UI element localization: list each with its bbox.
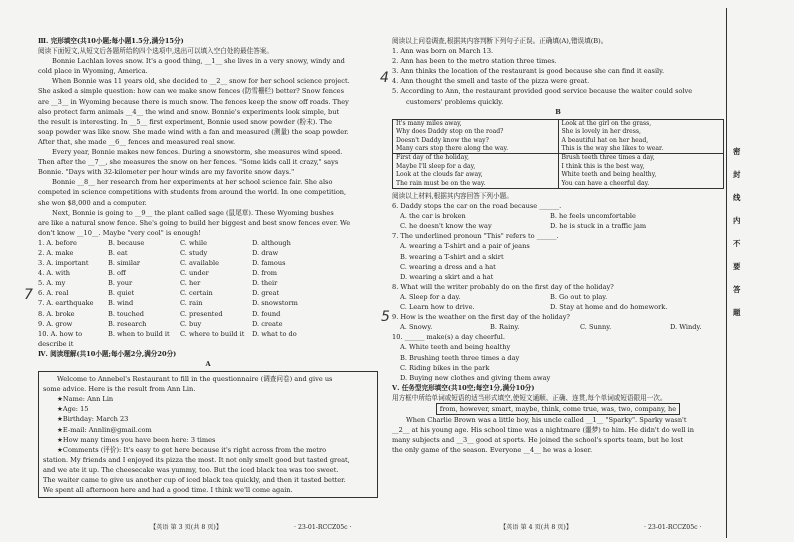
option[interactable]: C. Sunny. xyxy=(580,323,612,332)
binding-margin-text: 密 封 线 内 不 要 答 题 xyxy=(733,147,741,317)
option[interactable]: D. great xyxy=(252,289,280,298)
question-9: 9. How is the weather on the first day of the holiday? xyxy=(392,313,570,322)
option-row xyxy=(38,288,378,298)
option[interactable]: C. Learn how to drive. xyxy=(400,303,475,312)
poem-row xyxy=(393,154,724,189)
option[interactable]: C. under xyxy=(180,269,209,278)
right-column xyxy=(392,36,724,455)
left-column xyxy=(38,36,378,500)
question-7: 7. The underlined pronoun "This" refers to ______. xyxy=(392,232,559,241)
option[interactable]: B. eat xyxy=(108,248,128,257)
option[interactable]: B. research xyxy=(108,319,147,328)
passage-line: She asked a simple question: how can we make snow fences (防雪栅栏) better? Snow fences xyxy=(38,87,344,96)
q6-options xyxy=(392,221,724,231)
option-row xyxy=(38,258,378,268)
page-footer-right: 【英语 第 4 页(共 8 页)】 · 23-01-RCCZ05c · xyxy=(500,524,702,531)
questionnaire-box xyxy=(38,371,378,498)
option[interactable]: 2. A. make xyxy=(38,248,74,257)
question-6: 6. Daddy stops the car on the road because ______. xyxy=(392,202,562,211)
option[interactable]: D. famous xyxy=(252,259,286,268)
option-row xyxy=(38,278,378,288)
q6-options xyxy=(392,211,724,221)
option[interactable]: C. he doesn't know the way xyxy=(400,222,492,231)
passage-line: cold place in Wyoming, America. xyxy=(38,67,148,76)
handwritten-mark: 5 xyxy=(381,309,390,325)
option[interactable]: C. where to build it xyxy=(180,329,245,338)
option[interactable]: D. from xyxy=(252,269,278,278)
option[interactable]: A. Snowy. xyxy=(400,323,433,332)
option[interactable]: D. create xyxy=(252,319,283,328)
option[interactable]: C. rain xyxy=(180,299,203,308)
b-instructions: 阅读以上材料,根据其内容回答下列小题。 xyxy=(392,192,513,200)
passage-line: the result is interesting. In __5__ first experiment, Bonnie used snow powder (粉末). The xyxy=(38,117,333,126)
poem-table xyxy=(392,119,724,189)
option-row xyxy=(38,329,378,349)
option[interactable]: 3. A. important xyxy=(38,259,89,268)
binding-line xyxy=(726,8,727,538)
passage-line: Bonnie Lachlan loves snow. It's a good thing, __1__ she lives in a very snowy, windy and xyxy=(52,57,345,66)
handwritten-mark: 4 xyxy=(380,70,389,86)
box-line: ★Age: 15 xyxy=(57,405,89,414)
passage-line: When Charlie Brown was a little boy, his uncle called __1__ "Sparky". Sparky wasn't xyxy=(406,416,687,425)
passage-a-label: A xyxy=(205,360,211,368)
option-row xyxy=(38,238,378,248)
option[interactable]: C. certain xyxy=(180,289,213,298)
q8-options xyxy=(392,302,724,312)
passage-line: __2__ at his young age. His school time was a nightmare (噩梦) to him. He didn't do well in xyxy=(392,426,694,435)
option[interactable]: A. White teeth and being healthy xyxy=(400,343,511,352)
option[interactable]: D. their xyxy=(252,279,278,288)
option[interactable]: D. Buying new clothes and giving them away xyxy=(400,373,551,382)
section3-instructions: 阅读下面短文,从短文后各题所给的四个选项中,选出可以填入空白处的最佳答案。 xyxy=(38,47,273,56)
option[interactable]: C. wearing a dress and a hat xyxy=(400,262,496,271)
option[interactable]: D. what to do xyxy=(252,329,297,338)
passage-line: Then after the __7__, she measures the snow on her fences. "Some kids call it crazy," says xyxy=(38,158,339,167)
section3-title: Ⅲ. 完形填空(共10小题;每小题1.5分,满分15分) xyxy=(38,37,184,45)
passage-line: don't know __10__. Maybe "very cool" is enough! xyxy=(38,228,201,237)
option[interactable]: 1. A. before xyxy=(38,238,77,247)
box-line: ★Comments (评价): It's easy to get here because it's right across from the metro xyxy=(57,445,327,454)
passage-line: Bonnie __8__ her research from her experiments at her school science fair. She also xyxy=(52,178,333,187)
option[interactable]: A. Sleep for a day. xyxy=(400,292,461,301)
option[interactable]: C. while xyxy=(180,238,208,247)
option[interactable]: 9. A. grow xyxy=(38,319,73,328)
option-row xyxy=(38,268,378,278)
option[interactable]: 8. A. broke xyxy=(38,309,75,318)
section5-title: Ⅴ. 任务型完形填空(共10空;每空1分,满分10分) xyxy=(392,383,535,392)
cloze-passage xyxy=(38,56,378,238)
cloze-options xyxy=(38,238,378,349)
passage-line: soap powder was like snow. She made wind with a fan and measured (测量) the soap powder. xyxy=(38,127,349,136)
passage-line: also protect farm animals __4__ the wind and snow. Bonnie's experiments look simple, but xyxy=(38,107,340,116)
passage-line: are __3__ in Wyoming because there is much snow. The fences keep the snow off roads. They xyxy=(38,97,349,106)
option[interactable]: D. Stay at home and do homework. xyxy=(550,303,668,312)
passage-line: When Bonnie was 11 years old, she decided to __2__ snow for her school science project. xyxy=(52,77,350,86)
option[interactable]: D. draw xyxy=(252,248,279,257)
poem-cell: Look at the girl on the grass, She is lovely in her dress, A beautiful hat on her head, This is the way she likes to wear. xyxy=(558,119,724,154)
box-line: ★How many times you have been here: 3 times xyxy=(57,435,216,444)
option[interactable]: B. quiet xyxy=(108,289,135,298)
option[interactable]: B. Brushing teeth three times a day xyxy=(400,353,520,362)
passage-line: the only game of the season. Everyone __4__ he was a loser. xyxy=(392,446,593,455)
option[interactable]: D. although xyxy=(252,238,291,247)
option-row xyxy=(38,309,378,319)
tf-question-cont: customers' problems quickly. xyxy=(406,97,504,106)
option[interactable]: B. off xyxy=(108,269,126,278)
option[interactable]: B. when to build it xyxy=(108,329,170,338)
q9-options xyxy=(392,322,724,332)
passage-line: she won $8,000 and a computer. xyxy=(38,198,147,207)
poem-row xyxy=(393,119,724,154)
passage-line: Bonnie. "Days with 32-kilometer per hour winds are my favorite snow days." xyxy=(38,168,295,177)
poem-cell: Brush teeth three times a day, I think this is the best way, White teeth and being healthy, You can have a cheerful day. xyxy=(558,154,724,189)
question-10: 10. ______ make(s) a day cheerful. xyxy=(392,333,505,342)
box-line: ★Name: Ann Lin xyxy=(57,395,114,404)
option[interactable]: D. found xyxy=(252,309,281,318)
passage-b-label: B xyxy=(555,107,561,116)
option-row xyxy=(38,298,378,308)
option[interactable]: C. buy xyxy=(180,319,202,328)
option-row xyxy=(38,248,378,258)
option[interactable]: 4. A. with xyxy=(38,269,70,278)
poem-cell: First day of the holiday, Maybe I'll sleep for a day, Look at the clouds far away, The rain must be on the way. xyxy=(393,154,559,189)
option[interactable]: 5. A. my xyxy=(38,279,66,288)
option[interactable]: 10. A. how to describe it xyxy=(38,329,83,348)
passage-line: are like a natural snow fence. She's going to build her biggest and best snow fences ever. We xyxy=(38,218,351,227)
option[interactable]: B. similar xyxy=(108,259,141,268)
option[interactable]: B. wind xyxy=(108,299,134,308)
option[interactable]: 6. A. real xyxy=(38,289,69,298)
tf-question: 5. According to Ann, the restaurant provided good service because the waiter could solve xyxy=(392,87,693,96)
passage-line: Next, Bonnie is going to __9__ the plant called sage (鼠尾草). These Wyoming bushes xyxy=(52,208,334,217)
option-row xyxy=(38,319,378,329)
word-box: from, however, smart, maybe, think, come true, was, two, company, he xyxy=(436,403,680,415)
question-8: 8. What will the writer probably do on the first day of the holiday? xyxy=(392,282,614,291)
passage-line: many subjects and __3__ good at sports. He joined the school's sports team, but he lost xyxy=(392,436,684,445)
passage-line: After that, she made __6__ fences and measured real snow. xyxy=(38,137,236,146)
option[interactable]: C. available xyxy=(180,259,219,268)
passage-line: Every year, Bonnie makes new fences. During a snowstorm, she measures wind speed. xyxy=(52,148,343,157)
box-line: Welcome to Annebel's Restaurant to fill in the questionnaire (调查问卷) and give us xyxy=(57,375,333,384)
option[interactable]: A. the car is broken xyxy=(400,212,466,221)
box-line: ★E-mail: Annlin@gmail.com xyxy=(57,425,152,434)
box-line: station. My friends and I enjoyed its pizza the most. It not only smelt good but tasted great, xyxy=(43,455,350,464)
option[interactable]: C. Riding bikes in the park xyxy=(400,363,490,372)
tf-question: 3. Ann thinks the location of the restaurant is good because she can find it easily. xyxy=(392,67,665,76)
q8-options xyxy=(392,292,724,302)
tf-question: 4. Ann thought the smell and taste of the pizza were great. xyxy=(392,77,590,86)
tf-question: 2. Ann has been to the metro station three times. xyxy=(392,57,557,66)
option[interactable]: B. wearing a T-shirt and a skirt xyxy=(400,252,504,261)
option[interactable]: D. wearing a skirt and a hat xyxy=(400,272,494,281)
box-line: some advice. Here is the result from Ann Lin. xyxy=(43,385,196,394)
section4-title: Ⅳ. 阅读理解(共10小题;每小题2分,满分20分) xyxy=(38,349,177,358)
option[interactable]: C. presented xyxy=(180,309,223,318)
option[interactable]: B. Go out to play. xyxy=(550,292,608,301)
option[interactable]: A. wearing a T-shirt and a pair of jeans xyxy=(400,242,530,251)
option[interactable]: B. Rainy. xyxy=(490,323,520,332)
passage-line: competed in science competitions with students from around the world. In one competition, xyxy=(38,188,347,197)
section5-instructions: 用方框中所给单词或短语的适当形式填空,使短文通顺、正确、连贯,每个单词或短语限用一次。 xyxy=(392,393,667,402)
option[interactable]: C. her xyxy=(180,279,201,288)
option[interactable]: B. your xyxy=(108,279,133,288)
poem-cell: It's many miles away, Why does Daddy stop on the road? Doesn't Daddy know the way? Many cars stop there along the way. xyxy=(393,119,559,154)
tf-question: 1. Ann was born on March 13. xyxy=(392,47,494,56)
handwritten-mark: 7 xyxy=(24,287,33,303)
option[interactable]: 7. A. earthquake xyxy=(38,299,94,308)
option[interactable]: D. he is stuck in a traffic jam xyxy=(550,222,647,231)
option[interactable]: B. because xyxy=(108,238,145,247)
option[interactable]: C. study xyxy=(180,248,208,257)
option[interactable]: D. snowstorm xyxy=(252,299,298,308)
option[interactable]: D. Windy. xyxy=(670,323,702,332)
box-line: and we ate it up. The cheesecake was yummy, too. But the iced black tea was too sweet. xyxy=(43,465,339,474)
box-line: We spent all afternoon here and had a good time. I think we'll come again. xyxy=(43,486,293,495)
tf-instructions: 阅读以上问卷调查,根据其内容判断下列句子正误。正确填(A),错误填(B)。 xyxy=(392,37,608,45)
page-footer-left: 【英语 第 3 页(共 8 页)】 · 23-01-RCCZ05c · xyxy=(150,524,352,531)
option[interactable]: B. touched xyxy=(108,309,144,318)
box-line: The waiter came to give us another cup of iced black tea quickly, and then it tasted better. xyxy=(43,476,346,485)
box-line: ★Birthday: March 23 xyxy=(57,415,129,424)
option[interactable]: B. he feels uncomfortable xyxy=(550,212,636,221)
